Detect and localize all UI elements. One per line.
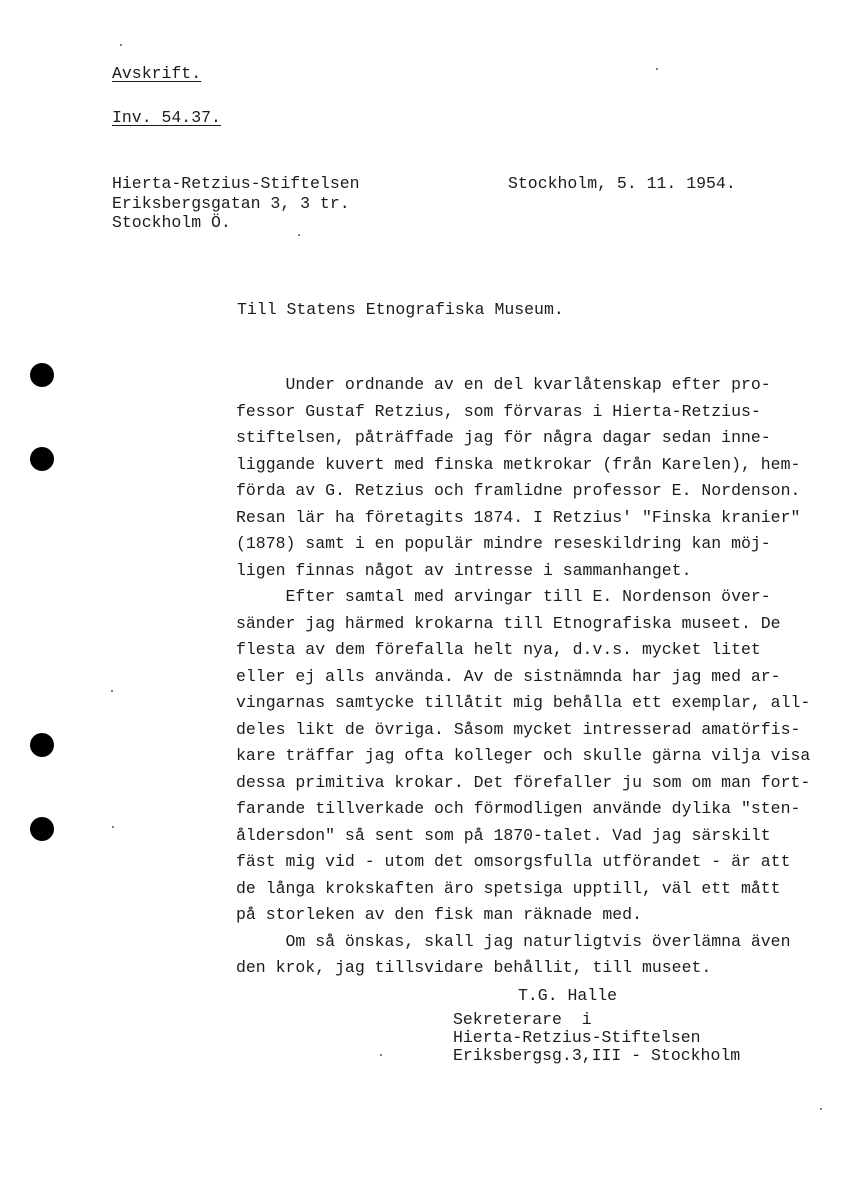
body-line: vingarnas samtycke tillåtit mig behålla ett exemplar, all- — [236, 693, 811, 712]
sender-street: Eriksbergsgatan 3, 3 tr. — [112, 194, 350, 213]
speck — [112, 826, 114, 828]
body-line: förda av G. Retzius och framlidne professor E. Nordenson. — [236, 481, 801, 500]
body-line: flesta av dem förefalla helt nya, d.v.s. mycket litet — [236, 640, 761, 659]
body-line: åldersdon" så sent som på 1870-talet. Vad jag särskilt — [236, 825, 771, 845]
body-line: Resan lär ha företagits 1874. I Retzius' "Finska kranier" — [236, 507, 801, 527]
inventory-number: Inv. 54.37. — [112, 108, 221, 127]
document-label: Avskrift. — [112, 64, 202, 83]
speck — [120, 44, 122, 46]
sender-name: Hierta-Retzius-Stiftelsen — [112, 174, 360, 193]
body-line: de långa krokskaften äro spetsiga upptill, väl ett mått — [236, 878, 781, 898]
punch-hole-1 — [30, 363, 54, 387]
punch-hole-2 — [30, 447, 54, 471]
body-line: på storleken av den fisk man räknade med. — [236, 905, 642, 924]
body-line: farande tillverkade och förmodligen använde dylika "sten- — [236, 799, 801, 818]
signature-address: Eriksbergsg.3,III - Stockholm — [453, 1046, 741, 1065]
body-line: Om så önskas, skall jag naturligtvis överlämna även — [236, 931, 791, 951]
speck — [298, 234, 300, 236]
punch-hole-4 — [30, 817, 54, 841]
body-line: stiftelsen, påträffade jag för några dagar sedan inne- — [236, 428, 771, 447]
body-line: liggande kuvert med finska metkrokar (från Karelen), hem- — [236, 454, 801, 474]
body-line: ligen finnas något av intresse i sammanhanget. — [236, 560, 692, 580]
body-line: fessor Gustaf Retzius, som förvaras i Hierta-Retzius- — [236, 401, 761, 421]
letter-body — [236, 372, 846, 982]
speck — [656, 68, 658, 70]
body-line: fäst mig vid - utom det omsorgsfulla utförandet - är att — [236, 852, 791, 871]
body-line: eller ej alls använda. Av de sistnämnda har jag med ar- — [236, 666, 781, 686]
body-line: kare träffar jag ofta kolleger och skulle gärna vilja visa — [236, 746, 811, 765]
body-line: Efter samtal med arvingar till E. Nordenson över- — [236, 587, 771, 606]
sender-city: Stockholm Ö. — [112, 213, 231, 232]
recipient: Till Statens Etnografiska Museum. — [237, 300, 564, 319]
body-line: Under ordnande av en del kvarlåtenskap efter pro- — [236, 375, 771, 394]
punch-hole-3 — [30, 733, 54, 757]
body-line: sänder jag härmed krokarna till Etnografiska museet. De — [236, 613, 781, 633]
body-line: deles likt de övriga. Såsom mycket intresserad amatörfis- — [236, 719, 801, 739]
speck — [111, 690, 113, 692]
speck — [380, 1054, 382, 1056]
signature-organization: Hierta-Retzius-Stiftelsen — [453, 1028, 701, 1047]
signature-title: Sekreterare i — [453, 1010, 592, 1029]
speck — [820, 1108, 822, 1110]
dateline: Stockholm, 5. 11. 1954. — [508, 174, 736, 193]
body-line: den krok, jag tillsvidare behållit, till museet. — [236, 958, 712, 977]
body-line: dessa primitiva krokar. Det förefaller ju som om man fort- — [236, 772, 811, 792]
signature-name: T.G. Halle — [518, 986, 618, 1005]
body-line: (1878) samt i en populär mindre reseskildring kan möj- — [236, 534, 771, 553]
